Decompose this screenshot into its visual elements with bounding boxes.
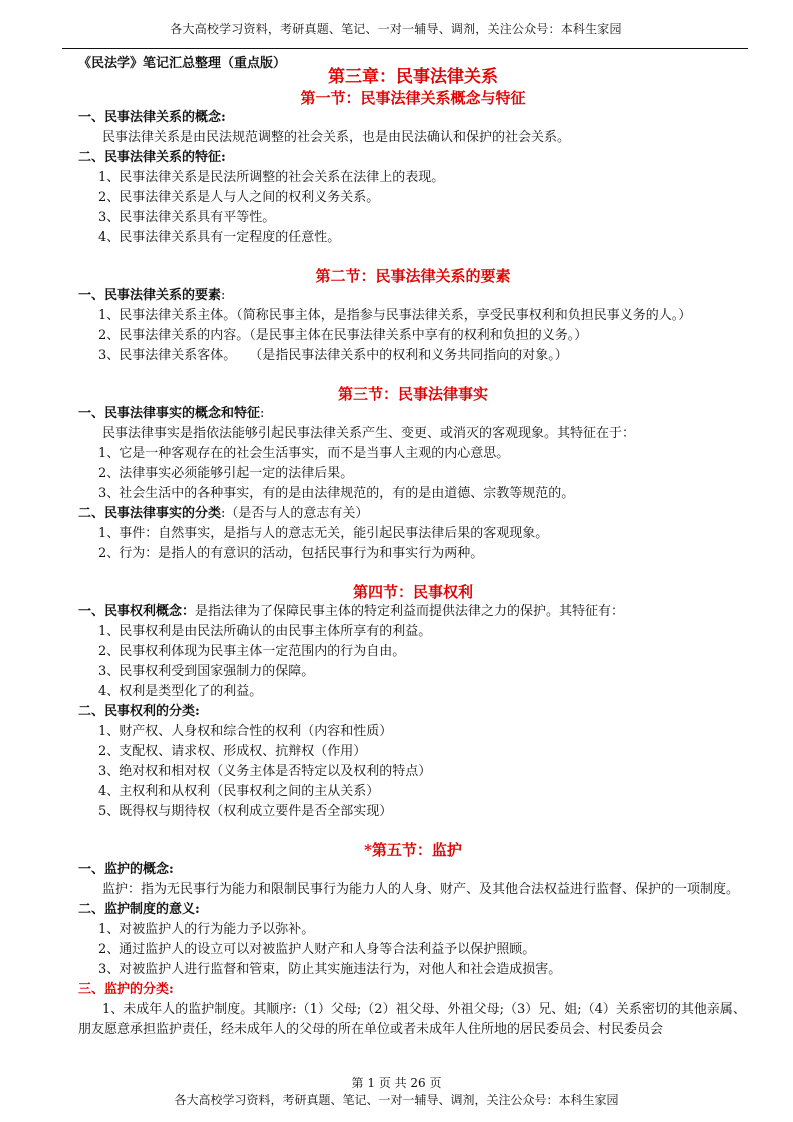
page-footer: 各大高校学习资料，考研真题、笔记、一对一辅导、调剂，关注公众号：本科生家园 — [174, 1093, 619, 1107]
document-title: 《民法学》笔记汇总整理（重点版） — [78, 56, 287, 71]
section-4-title: 第四节：民事权利 — [352, 583, 473, 601]
s3-heading-2: 二、民事法律事实的分类:（是否与人的意志有关） — [78, 506, 369, 521]
list-item: 2、民事权利体现为民事主体一定范围内的行为自由。 — [98, 644, 406, 659]
list-item: 3、绝对权和相对权（义务主体是否特定以及权利的特点） — [98, 764, 432, 779]
list-item: 2、支配权、请求权、形成权、抗辩权（作用） — [98, 744, 367, 759]
list-item: 3、民事权利受到国家强制力的保障。 — [98, 664, 315, 679]
list-item: 1、民事权利是由民法所确认的由民事主体所享有的利益。 — [98, 624, 432, 639]
s1-paragraph: 民事法律关系是由民法规范调整的社会关系，也是由民法确认和保护的社会关系。 — [102, 130, 571, 145]
chapter-title: 第三章：民事法律关系 — [328, 67, 498, 87]
list-item: 4、民事法律关系具有一定程度的任意性。 — [98, 230, 341, 245]
s1-heading-2: 二、民事法律关系的特征: — [78, 150, 226, 165]
page-header: 各大高校学习资料，考研真题、笔记、一对一辅导、调剂，关注公众号：本科生家园 — [170, 22, 622, 36]
page-number: 第 1 页 共 26 页 — [351, 1076, 442, 1090]
list-item: 1、民事法律关系主体。（简称民事主体，是指参与民事法律关系，享受民事权利和负担民事义务的人。） — [98, 308, 692, 323]
s5-paragraph-1: 监护：指为无民事行为能力和限制民事行为能力人的人身、财产、及其他合法权益进行监督、保护的一项制度。 — [102, 882, 740, 897]
list-item: 4、权利是类型化了的利益。 — [98, 684, 263, 699]
list-item: 1、民事法律关系是民法所调整的社会关系在法律上的表现。 — [98, 170, 445, 185]
s1-heading-1: 一、民事法律关系的概念: — [78, 110, 226, 125]
list-item: 5、既得权与期待权（权利成立要件是否全部实现） — [98, 804, 393, 819]
list-item: 1、它是一种客观存在的社会生活事实，而不是当事人主观的内心意思。 — [98, 446, 510, 461]
header-divider — [62, 48, 748, 49]
s5-heading-2: 二、监护制度的意义: — [78, 902, 200, 917]
list-item: 3、民事法律关系客体。 （是指民事法律关系中的权利和义务共同指向的对象。） — [98, 348, 568, 363]
list-item: 2、行为：是指人的有意识的活动，包括民事行为和事实行为两种。 — [98, 546, 484, 561]
list-item: 1、财产权、人身权和综合性的权利（内容和性质） — [98, 724, 393, 739]
list-item: 3、民事法律关系具有平等性。 — [98, 210, 276, 225]
section-2-title: 第二节：民事法律关系的要素 — [315, 267, 511, 285]
list-item: 2、法律事实必须能够引起一定的法律后果。 — [98, 466, 354, 481]
list-item: 2、民事法律关系的内容。（是民事主体在民事法律关系中享有的权利和负担的义务。） — [98, 328, 588, 343]
list-item: 3、对被监护人进行监督和管束，防止其实施违法行为，对他人和社会造成损害。 — [98, 962, 562, 977]
s4-heading-1: 一、民事权利概念：是指法律为了保障民事主体的特定利益而提供法律之力的保护。其特征有： — [78, 604, 625, 619]
list-item: 1、事件：自然事实，是指与人的意志无关，能引起民事法律后果的客观现象。 — [98, 526, 549, 541]
s4-heading-2: 二、民事权利的分类: — [78, 704, 200, 719]
s2-heading-1: 一、民事法律关系的要素: — [78, 288, 226, 303]
s5-heading-3: 三、监护的分类: — [78, 982, 174, 997]
list-item: 3、社会生活中的各种事实，有的是由法律规范的，有的是由道德、宗教等规范的。 — [98, 486, 575, 501]
page-content — [78, 66, 748, 1040]
section-5-title: *第五节：监护 — [364, 841, 462, 859]
s5-paragraph-2: 1、未成年人的监护制度。其顺序:（1）父母;（2）祖父母、外祖父母;（3）兄、姐;（4）关系密切的其他亲属、朋友愿意承担监护责任，经未成年人的父母的所在单位或者未成年人住所地的居民委员会、村民委员会 — [78, 1002, 746, 1037]
section-1-title: 第一节：民事法律关系概念与特征 — [300, 89, 526, 107]
list-item: 1、对被监护人的行为能力予以弥补。 — [98, 922, 315, 937]
list-item: 4、主权利和从权利（民事权利之间的主从关系） — [98, 784, 380, 799]
s3-heading-1: 一、民事法律事实的概念和特征: — [78, 406, 265, 421]
s5-heading-1: 一、监护的概念: — [78, 862, 174, 877]
list-item: 2、通过监护人的设立可以对被监护人财产和人身等合法利益予以保护照顾。 — [98, 942, 536, 957]
list-item: 2、民事法律关系是人与人之间的权利义务关系。 — [98, 190, 380, 205]
section-3-title: 第三节：民事法律事实 — [337, 385, 488, 403]
s3-paragraph: 民事法律事实是指依法能够引起民事法律关系产生、变更、或消灭的客观现象。其特征在于： — [102, 426, 636, 441]
